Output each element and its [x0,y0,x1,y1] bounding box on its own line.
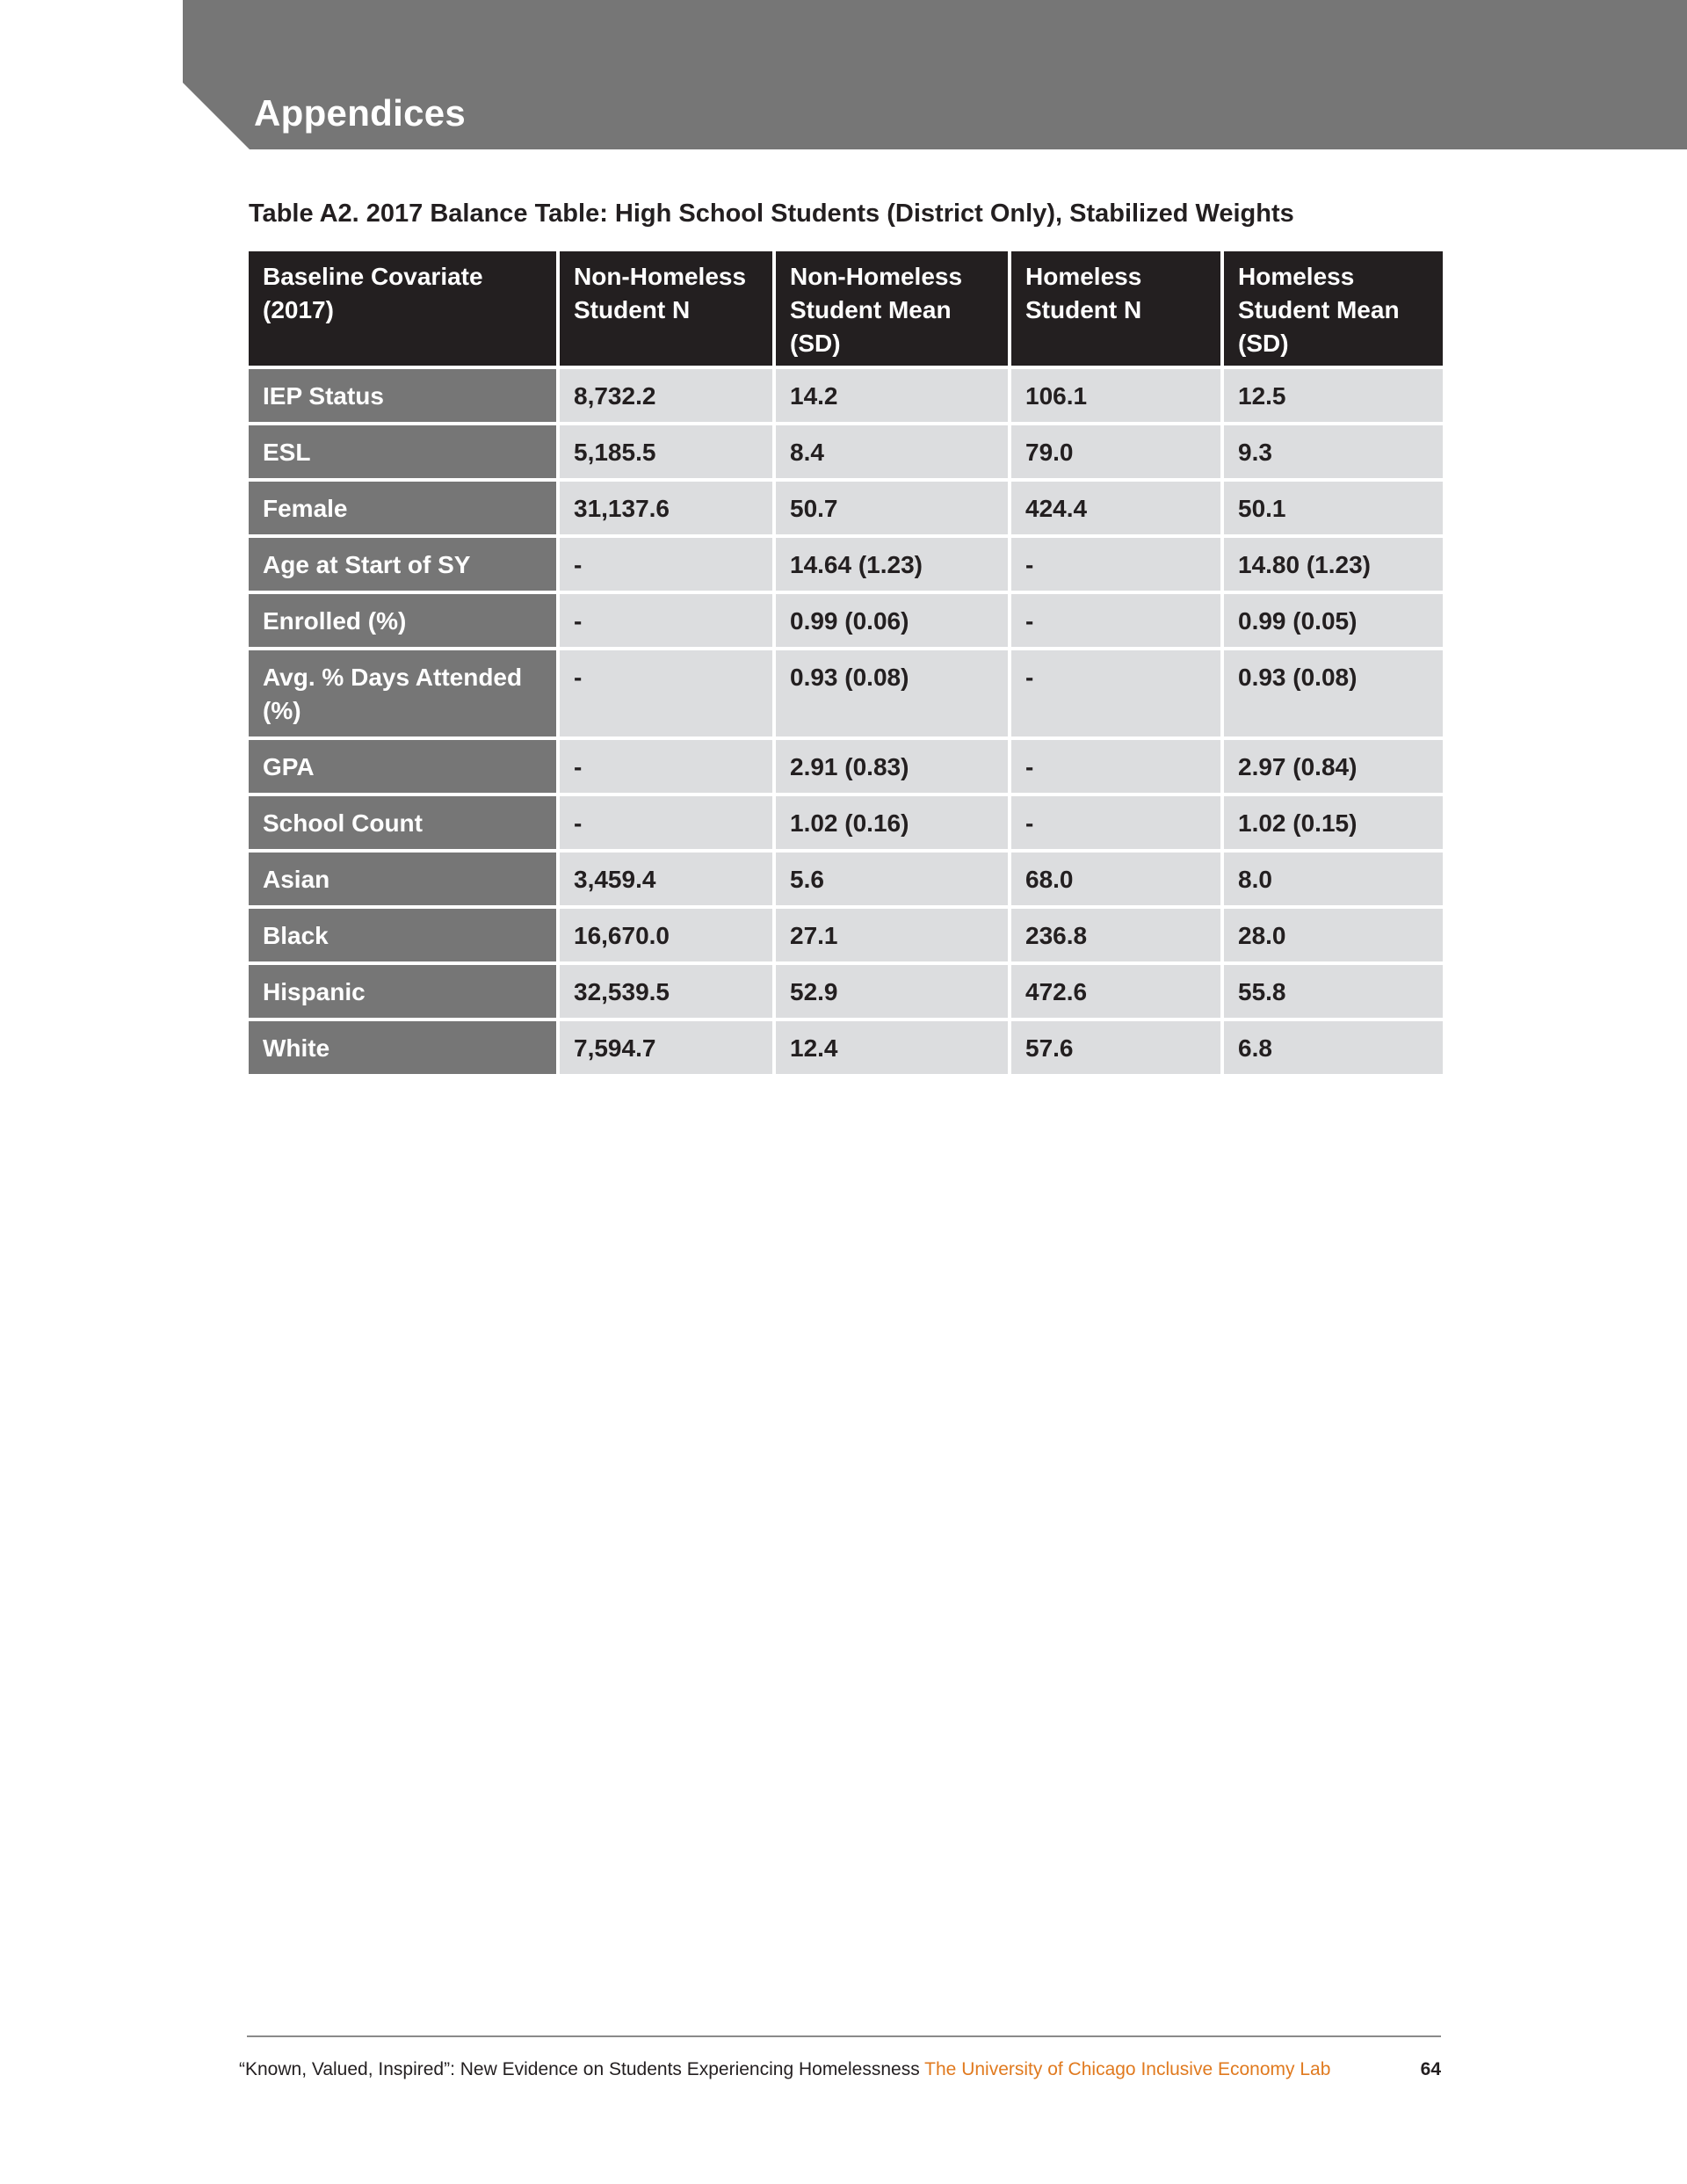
table-cell: 7,594.7 [560,1021,772,1074]
table-cell: 68.0 [1011,853,1220,905]
table-cell: - [560,538,772,591]
table-cell: 472.6 [1011,965,1220,1018]
row-label: Enrolled (%) [249,594,556,647]
table-row [249,650,1443,736]
table-cell: 14.64 (1.23) [776,538,1008,591]
table-header [249,251,1443,366]
footer-org-name: The University of Chicago Inclusive Economy Lab [924,2059,1331,2079]
table-cell: 2.91 (0.83) [776,740,1008,793]
row-label: Hispanic [249,965,556,1018]
table-cell: 9.3 [1224,425,1443,478]
table-body [249,369,1443,1074]
row-label: Black [249,909,556,961]
table-cell: 1.02 (0.16) [776,796,1008,849]
footer-report-title: “Known, Valued, Inspired”: New Evidence on Students Experiencing Homelessness [239,2059,920,2079]
table-cell: 32,539.5 [560,965,772,1018]
row-label: Asian [249,853,556,905]
table-row [249,740,1443,793]
column-header-homeless-n: Homeless Student N [1011,251,1220,366]
page-footer [239,2058,1441,2080]
table-cell: 55.8 [1224,965,1443,1018]
row-label: Female [249,482,556,534]
table-row [249,482,1443,534]
table-row [249,965,1443,1018]
table-row [249,538,1443,591]
table-cell: 8.4 [776,425,1008,478]
table-row [249,796,1443,849]
table-cell: 0.93 (0.08) [1224,650,1443,736]
table-cell: 12.5 [1224,369,1443,422]
table-row [249,909,1443,961]
row-label: School Count [249,796,556,849]
table-cell: 16,670.0 [560,909,772,961]
table-cell: 50.1 [1224,482,1443,534]
table-header-row [249,251,1443,366]
table-cell: - [1011,594,1220,647]
table-cell: 5.6 [776,853,1008,905]
table-row [249,853,1443,905]
table-cell: 12.4 [776,1021,1008,1074]
table-cell: 28.0 [1224,909,1443,961]
column-header-non-homeless-n: Non-Homeless Student N [560,251,772,366]
column-header-homeless-mean: Homeless Student Mean (SD) [1224,251,1443,366]
table-cell: 1.02 (0.15) [1224,796,1443,849]
table-cell: 106.1 [1011,369,1220,422]
table-cell: 5,185.5 [560,425,772,478]
table-cell: 3,459.4 [560,853,772,905]
footer-divider [247,2035,1441,2037]
table-cell: 424.4 [1011,482,1220,534]
table-cell: 6.8 [1224,1021,1443,1074]
table-row [249,425,1443,478]
table-cell: 0.99 (0.06) [776,594,1008,647]
row-label: Avg. % Days Attended (%) [249,650,556,736]
column-header-covariate: Baseline Covariate (2017) [249,251,556,366]
table-cell: 27.1 [776,909,1008,961]
table-cell: - [560,796,772,849]
table-cell: 8.0 [1224,853,1443,905]
table-cell: 50.7 [776,482,1008,534]
table-cell: - [560,650,772,736]
table-cell: - [1011,650,1220,736]
table-cell: - [560,594,772,647]
table-cell: - [1011,538,1220,591]
column-header-non-homeless-mean: Non-Homeless Student Mean (SD) [776,251,1008,366]
table-cell: - [1011,740,1220,793]
table-row [249,369,1443,422]
table-cell: 2.97 (0.84) [1224,740,1443,793]
table-cell: 0.93 (0.08) [776,650,1008,736]
table-cell: 14.2 [776,369,1008,422]
row-label: IEP Status [249,369,556,422]
table-cell: 236.8 [1011,909,1220,961]
table-row [249,1021,1443,1074]
table-row [249,594,1443,647]
table-cell: 52.9 [776,965,1008,1018]
table-cell: 57.6 [1011,1021,1220,1074]
table-cell: 14.80 (1.23) [1224,538,1443,591]
balance-table [245,248,1446,1077]
page-number: 64 [1420,2059,1441,2079]
row-label: White [249,1021,556,1074]
section-title: Appendices [254,92,467,134]
table-cell: 79.0 [1011,425,1220,478]
table-cell: 0.99 (0.05) [1224,594,1443,647]
table-caption: Table A2. 2017 Balance Table: High School Students (District Only), Stabilized Weights [249,200,1294,228]
table-cell: - [1011,796,1220,849]
row-label: Age at Start of SY [249,538,556,591]
table-cell: 31,137.6 [560,482,772,534]
table-cell: 8,732.2 [560,369,772,422]
table-cell: - [560,740,772,793]
row-label: ESL [249,425,556,478]
row-label: GPA [249,740,556,793]
